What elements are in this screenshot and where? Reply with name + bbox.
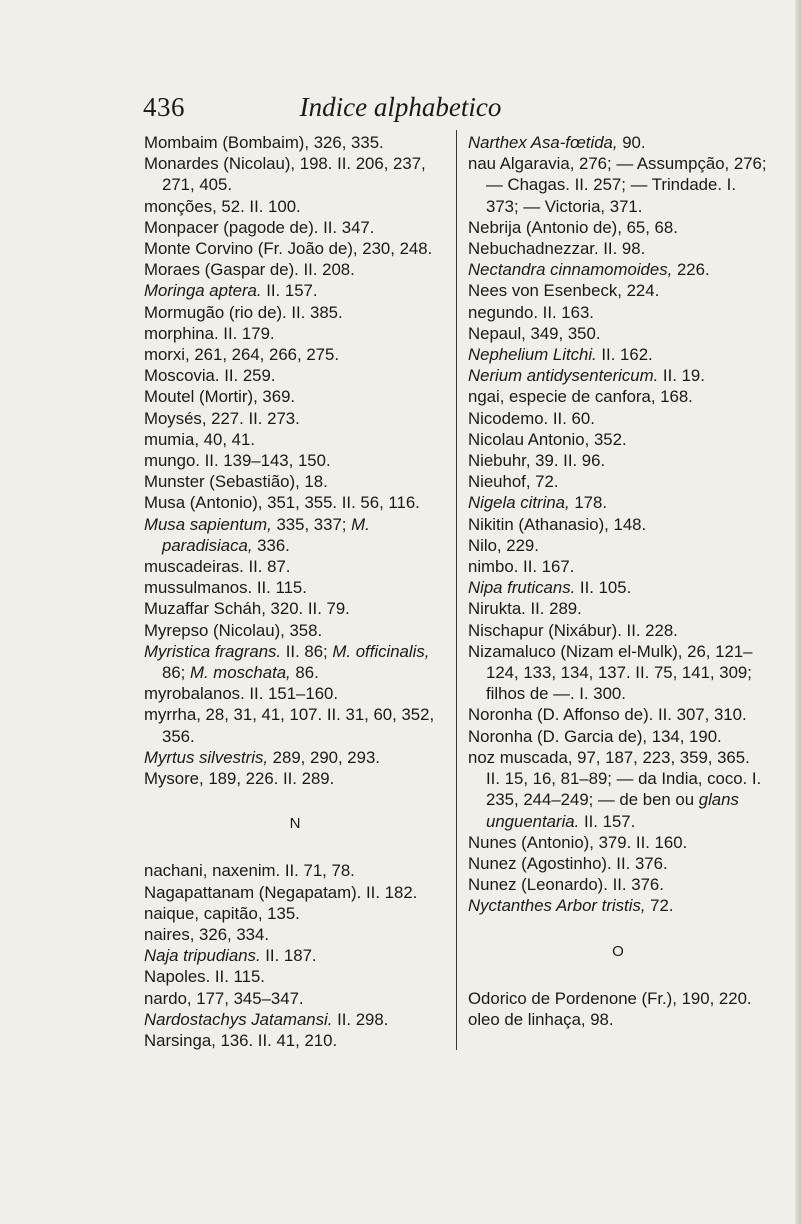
index-entry	[144, 153, 446, 195]
entry-text: II. 298.	[332, 1009, 389, 1029]
entry-text: II. 187.	[260, 946, 317, 966]
entry-text: Noronha (D. Affonso de). II. 307, 310.	[468, 705, 747, 725]
index-entry	[144, 386, 446, 407]
entry-text: II. 157.	[579, 811, 636, 831]
index-entry	[144, 450, 446, 471]
index-entry	[468, 429, 768, 450]
entry-italic-text: M. moschata,	[190, 663, 291, 683]
entry-text: Noronha (D. Garcia de), 134, 190.	[468, 726, 722, 746]
index-entry	[468, 535, 768, 556]
entry-text: Nees von Esenbeck, 224.	[468, 281, 660, 301]
entry-text: Moysés, 227. II. 273.	[144, 408, 300, 428]
entry-text: Myrepso (Nicolau), 358.	[144, 620, 323, 640]
index-entry	[144, 196, 446, 217]
entry-text: nimbo. II. 167.	[468, 557, 575, 577]
index-entry	[144, 514, 446, 556]
entry-text: Nilo, 229.	[468, 535, 539, 555]
index-entry	[468, 1009, 768, 1030]
entry-text: Niebuhr, 39. II. 96.	[468, 451, 606, 471]
entry-text: Monte Corvino (Fr. João de), 230, 248.	[144, 239, 433, 259]
entry-text: 72.	[645, 896, 674, 916]
entry-text: noz muscada, 97, 187, 223, 359, 365. II. 15, 16, 81–89; — da India, coco. I. 235, 244–249; — de ben ou	[468, 747, 762, 810]
entry-text: mumia, 40, 41.	[144, 429, 255, 449]
index-entry	[144, 429, 446, 450]
entry-italic-text: Nephelium Litchi.	[468, 345, 597, 365]
index-entry	[468, 450, 768, 471]
index-entry	[468, 280, 768, 301]
index-entry	[468, 704, 768, 725]
entry-italic-text: Moringa aptera.	[144, 281, 262, 301]
entry-text: naires, 326, 334.	[144, 924, 270, 944]
entry-text: Nunes (Antonio), 379. II. 160.	[468, 832, 688, 852]
entry-text: 90.	[617, 133, 646, 152]
entry-text: mungo. II. 139–143, 150.	[144, 451, 331, 471]
page-edge	[795, 0, 801, 1224]
index-entry	[468, 365, 768, 386]
entry-italic-text: Nyctanthes Arbor tristis,	[468, 896, 646, 916]
entry-italic-text: Nipa fruticans.	[468, 578, 576, 598]
entry-text: 335, 337;	[271, 514, 352, 534]
page-number: 436	[143, 92, 185, 122]
entry-text: Nikitin (Athanasio), 148.	[468, 514, 647, 534]
entry-text: nachani, naxenim. II. 71, 78.	[144, 861, 355, 881]
index-entry	[144, 988, 446, 1009]
entry-text: Nunez (Leonardo). II. 376.	[468, 875, 664, 895]
entry-italic-text: Musa sapientum,	[144, 514, 272, 534]
entry-text: Nunez (Agostinho). II. 376.	[468, 853, 668, 873]
index-entry	[468, 259, 768, 280]
index-entry	[144, 556, 446, 577]
entry-text: II. 157.	[261, 281, 318, 301]
entry-text: II. 86;	[281, 641, 333, 661]
entry-italic-text: Narthex Asa-fœtida,	[468, 133, 618, 152]
entry-text: Odorico de Pordenone (Fr.), 190, 220.	[468, 988, 752, 1008]
entry-text: Nebrija (Antonio de), 65, 68.	[468, 217, 678, 237]
entry-text: negundo. II. 163.	[468, 302, 594, 322]
index-entry	[468, 344, 768, 365]
entry-text: ngai, especie de canfora, 168.	[468, 387, 693, 407]
entry-text: nardo, 177, 345–347.	[144, 988, 304, 1008]
entry-text: Nischapur (Nixábur). II. 228.	[468, 620, 678, 640]
index-entry	[468, 747, 768, 832]
entry-text: II. 105.	[575, 578, 632, 598]
entry-italic-text: glans unguentaria.	[486, 790, 739, 831]
index-entry	[144, 1030, 446, 1051]
index-entry	[468, 132, 768, 153]
index-entry	[144, 217, 446, 238]
entry-text: 178.	[569, 493, 607, 513]
letter-heading: O	[612, 942, 624, 960]
entry-italic-text: Nigela citrina,	[468, 493, 570, 513]
entry-text: Munster (Sebastião), 18.	[144, 472, 328, 492]
index-entry	[468, 514, 768, 535]
entry-text: Moscovia. II. 259.	[144, 366, 276, 386]
index-entry	[468, 492, 768, 513]
entry-italic-text: Nardostachys Jatamansi.	[144, 1009, 333, 1029]
index-entry	[468, 598, 768, 619]
entry-text: Mysore, 189, 226. II. 289.	[144, 769, 335, 789]
entry-text: mussulmanos. II. 115.	[144, 578, 307, 598]
entry-text: Nicodemo. II. 60.	[468, 408, 595, 428]
index-entry	[144, 1009, 446, 1030]
index-entry	[468, 217, 768, 238]
index-entry	[144, 280, 446, 301]
entry-text: nau Algaravia, 276; — Assumpção, 276; — Chagas. II. 257; — Trindade. I. 373; — Victoria, 371.	[468, 154, 767, 216]
index-entry	[144, 323, 446, 344]
entry-text: Nebuchadnezzar. II. 98.	[468, 239, 646, 259]
entry-text: Monpacer (pagode de). II. 347.	[144, 217, 375, 237]
index-entry	[144, 966, 446, 987]
entry-text: Nagapattanam (Negapatam). II. 182.	[144, 882, 418, 902]
index-entry	[144, 259, 446, 280]
entry-text: morxi, 261, 264, 266, 275.	[144, 345, 339, 365]
entry-text: Nicolau Antonio, 352.	[468, 429, 627, 449]
entry-text: II. 19.	[658, 366, 705, 386]
index-entry	[468, 386, 768, 407]
index-entry	[144, 903, 446, 924]
index-entry	[144, 704, 446, 746]
letter-heading: N	[289, 815, 301, 833]
entry-text: Napoles. II. 115.	[144, 967, 265, 987]
entry-text: II. 162.	[596, 345, 653, 365]
index-entry	[144, 302, 446, 323]
entry-text: morphina. II. 179.	[144, 323, 275, 343]
index-entry	[144, 365, 446, 386]
entry-text: Nieuhof, 72.	[468, 472, 559, 492]
index-entry	[468, 577, 768, 598]
index-entry	[468, 408, 768, 429]
index-entry	[468, 853, 768, 874]
entry-text: Mombaim (Bombaim), 326, 335.	[144, 133, 384, 152]
index-entry	[468, 726, 768, 747]
entry-text: monções, 52. II. 100.	[144, 196, 301, 216]
entry-italic-text: Naja tripudians.	[144, 946, 261, 966]
index-entry	[468, 471, 768, 492]
entry-text: 336.	[252, 535, 290, 555]
index-entry	[468, 238, 768, 259]
entry-italic-text: M. officinalis,	[332, 641, 430, 661]
index-entry	[144, 683, 446, 704]
entry-text: 289, 290, 293.	[268, 747, 380, 767]
entry-text: Nirukta. II. 289.	[468, 599, 582, 619]
entry-text: muscadeiras. II. 87.	[144, 557, 291, 577]
page-header	[0, 92, 801, 132]
index-entry	[144, 945, 446, 966]
index-entry	[144, 768, 446, 789]
index-entry	[468, 323, 768, 344]
entry-text: Moutel (Mortir), 369.	[144, 387, 296, 407]
index-entry	[468, 988, 768, 1009]
entry-text: Mormugão (rio de). II. 385.	[144, 302, 343, 322]
index-entry	[144, 620, 446, 641]
entry-text: naique, capitão, 135.	[144, 903, 300, 923]
running-title: Indice alphabetico	[299, 92, 502, 122]
entry-text: myrrha, 28, 31, 41, 107. II. 31, 60, 352, 356.	[144, 705, 435, 746]
entry-italic-text: Nectandra cinnamomoides,	[468, 260, 673, 280]
index-entry	[468, 832, 768, 853]
entry-italic-text: Myristica fragrans.	[144, 641, 282, 661]
index-entry	[468, 556, 768, 577]
index-entry	[144, 882, 446, 903]
entry-text: 226.	[672, 260, 710, 280]
index-entry	[468, 641, 768, 705]
index-column-left	[144, 132, 446, 1051]
entry-italic-text: Myrtus silvestris,	[144, 747, 268, 767]
index-entry	[144, 344, 446, 365]
index-entry	[468, 620, 768, 641]
entry-text: 86;	[162, 663, 190, 683]
entry-italic-text: M. paradisiaca,	[162, 514, 370, 555]
entry-text: Moraes (Gaspar de). II. 208.	[144, 260, 355, 280]
index-entry	[468, 895, 768, 916]
index-entry	[144, 641, 446, 683]
index-entry	[144, 747, 446, 768]
entry-text: 86.	[290, 663, 319, 683]
index-entry	[468, 302, 768, 323]
entry-text: oleo de linhaça, 98.	[468, 1009, 614, 1029]
entry-text: myrobalanos. II. 151–160.	[144, 684, 339, 704]
entry-text: Nepaul, 349, 350.	[468, 323, 601, 343]
entry-text: Musa (Antonio), 351, 355. II. 56, 116.	[144, 493, 420, 513]
entry-text: Monardes (Nicolau), 198. II. 206, 237, 271, 405.	[144, 154, 426, 195]
index-entry	[468, 153, 768, 217]
entry-text: Narsinga, 136. II. 41, 210.	[144, 1030, 338, 1050]
index-entry	[144, 924, 446, 945]
index-entry	[468, 874, 768, 895]
index-entry	[144, 471, 446, 492]
index-entry	[144, 408, 446, 429]
index-entry	[144, 598, 446, 619]
entry-italic-text: Nerium antidysentericum.	[468, 366, 659, 386]
index-entry	[144, 238, 446, 259]
index-entry	[144, 577, 446, 598]
index-entry	[144, 860, 446, 881]
entry-text: Nizamaluco (Nizam el-Mulk), 26, 121–124, 133, 134, 137. II. 75, 141, 309; filhos de —. I. 300.	[468, 641, 753, 704]
index-entry	[144, 492, 446, 513]
entry-text: Muzaffar Scháh, 320. II. 79.	[144, 599, 350, 619]
index-column-right	[468, 132, 768, 1030]
index-entry	[144, 132, 446, 153]
column-divider	[456, 130, 457, 1050]
